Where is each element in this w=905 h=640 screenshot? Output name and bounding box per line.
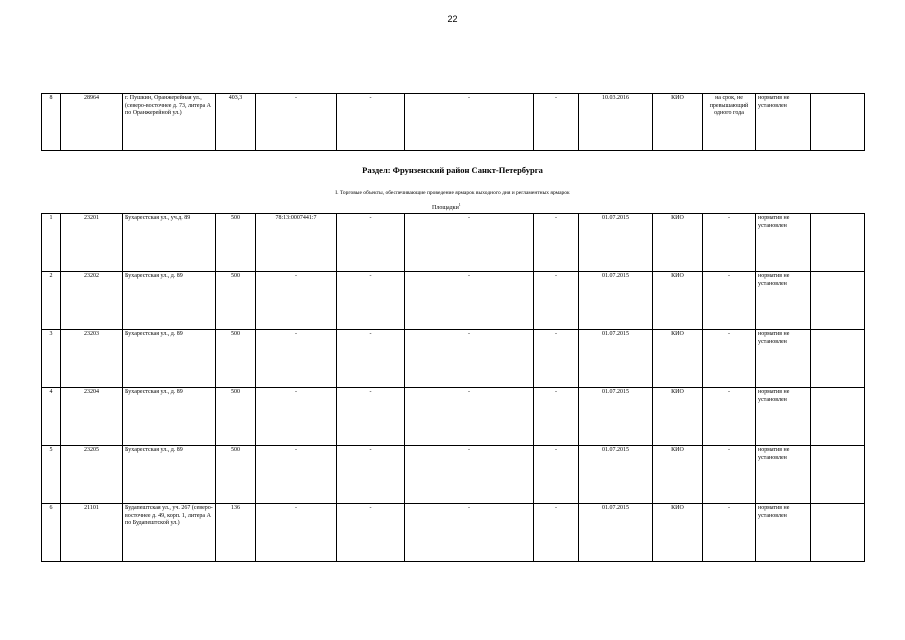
top-table: [41, 93, 865, 151]
cell-col7: -: [405, 446, 534, 504]
cell-col8: -: [534, 272, 579, 330]
cell-norm: норматив не установлен: [756, 272, 811, 330]
cell-cadastral: -: [256, 504, 337, 562]
cell-norm: норматив не установлен: [756, 388, 811, 446]
cell-authority: КИО: [653, 94, 703, 151]
cell-col7: -: [405, 504, 534, 562]
cell-col8: -: [534, 388, 579, 446]
cell-cadastral: -: [256, 446, 337, 504]
cell-authority: КИО: [653, 272, 703, 330]
cell-term: -: [703, 388, 756, 446]
cell-extra: [811, 94, 865, 151]
cell-col8: -: [534, 446, 579, 504]
cell-term: -: [703, 214, 756, 272]
cell-term: -: [703, 330, 756, 388]
cell-address: Будапештская ул., уч. 267 (северо-восточнее д. 49, корп. 1, литера А по Будапештской ул.): [123, 504, 216, 562]
cell-address: Бухарестская ул., д. 89: [123, 388, 216, 446]
cell-extra: [811, 388, 865, 446]
cell-col8: -: [534, 504, 579, 562]
cell-norm: норматив не установлен: [756, 330, 811, 388]
cell-col8: -: [534, 94, 579, 151]
cell-code: 21101: [61, 504, 123, 562]
cell-authority: КИО: [653, 446, 703, 504]
cell-code: 23202: [61, 272, 123, 330]
cell-authority: КИО: [653, 330, 703, 388]
cell-extra: [811, 214, 865, 272]
page-number: 22: [447, 14, 458, 24]
cell-code: 23203: [61, 330, 123, 388]
cell-cadastral: -: [256, 94, 337, 151]
cell-col6: -: [337, 388, 405, 446]
main-table: [41, 213, 865, 562]
table-row: [42, 504, 865, 562]
cell-col7: -: [405, 388, 534, 446]
subsection-subtitle: [432, 202, 461, 211]
cell-authority: КИО: [653, 504, 703, 562]
table-row: [42, 330, 865, 388]
cell-address: Бухарестская ул., уч.д. 89: [123, 214, 216, 272]
cell-cadastral: -: [256, 330, 337, 388]
table-row: [42, 272, 865, 330]
footnote-mark: 1: [458, 202, 461, 207]
cell-address: Бухарестская ул., д. 89: [123, 272, 216, 330]
cell-term: -: [703, 504, 756, 562]
cell-area: 500: [216, 272, 256, 330]
cell-col6: -: [337, 272, 405, 330]
cell-extra: [811, 504, 865, 562]
cell-col6: -: [337, 94, 405, 151]
cell-code: 28964: [61, 94, 123, 151]
section-title: Раздел: Фрунзенский район Санкт-Петербурга: [362, 165, 543, 175]
cell-area: 500: [216, 330, 256, 388]
cell-index: 3: [42, 330, 61, 388]
cell-address: Бухарестская ул., д. 89: [123, 446, 216, 504]
cell-date: 01.07.2015: [579, 330, 653, 388]
cell-cadastral: -: [256, 272, 337, 330]
subsection-title: I. Торговые объекты, обеспечивающие проведение ярмарок выходного дня и регламентных ярмарок: [335, 190, 570, 196]
cell-index: 6: [42, 504, 61, 562]
cell-norm: норматив не установлен: [756, 94, 811, 151]
cell-norm: норматив не установлен: [756, 214, 811, 272]
cell-address: Бухарестская ул., д. 89: [123, 330, 216, 388]
cell-col6: -: [337, 214, 405, 272]
cell-norm: норматив не установлен: [756, 446, 811, 504]
cell-col6: -: [337, 504, 405, 562]
cell-date: 01.07.2015: [579, 214, 653, 272]
cell-col6: -: [337, 446, 405, 504]
cell-date: 10.03.2016: [579, 94, 653, 151]
cell-date: 01.07.2015: [579, 272, 653, 330]
cell-extra: [811, 446, 865, 504]
cell-index: 4: [42, 388, 61, 446]
cell-authority: КИО: [653, 214, 703, 272]
cell-norm: норматив не установлен: [756, 504, 811, 562]
cell-code: 23205: [61, 446, 123, 504]
cell-area: 403,3: [216, 94, 256, 151]
cell-cadastral: -: [256, 388, 337, 446]
cell-area: 500: [216, 388, 256, 446]
cell-date: 01.07.2015: [579, 504, 653, 562]
cell-date: 01.07.2015: [579, 388, 653, 446]
cell-area: 136: [216, 504, 256, 562]
cell-extra: [811, 330, 865, 388]
cell-cadastral: 78:13:0007441:7: [256, 214, 337, 272]
cell-col7: -: [405, 94, 534, 151]
table-row: [42, 446, 865, 504]
cell-code: 23201: [61, 214, 123, 272]
subsection-subtitle-text: Площадки: [432, 205, 459, 211]
cell-index: 5: [42, 446, 61, 504]
cell-area: 500: [216, 446, 256, 504]
cell-col7: -: [405, 272, 534, 330]
cell-term: на срок, не превышающий одного года: [703, 94, 756, 151]
cell-term: -: [703, 446, 756, 504]
cell-col8: -: [534, 330, 579, 388]
cell-area: 500: [216, 214, 256, 272]
cell-index: 8: [42, 94, 61, 151]
cell-date: 01.07.2015: [579, 446, 653, 504]
cell-index: 2: [42, 272, 61, 330]
table-row: [42, 214, 865, 272]
cell-col6: -: [337, 330, 405, 388]
cell-code: 23204: [61, 388, 123, 446]
cell-address: г. Пушкин, Оранжерейная ул., (северо-восточнее д. 73, литера А по Оранжерейной ул.): [123, 94, 216, 151]
cell-index: 1: [42, 214, 61, 272]
cell-authority: КИО: [653, 388, 703, 446]
cell-term: -: [703, 272, 756, 330]
cell-extra: [811, 272, 865, 330]
cell-col8: -: [534, 214, 579, 272]
table-row: [42, 388, 865, 446]
cell-col7: -: [405, 214, 534, 272]
table-row: [42, 94, 865, 151]
cell-col7: -: [405, 330, 534, 388]
